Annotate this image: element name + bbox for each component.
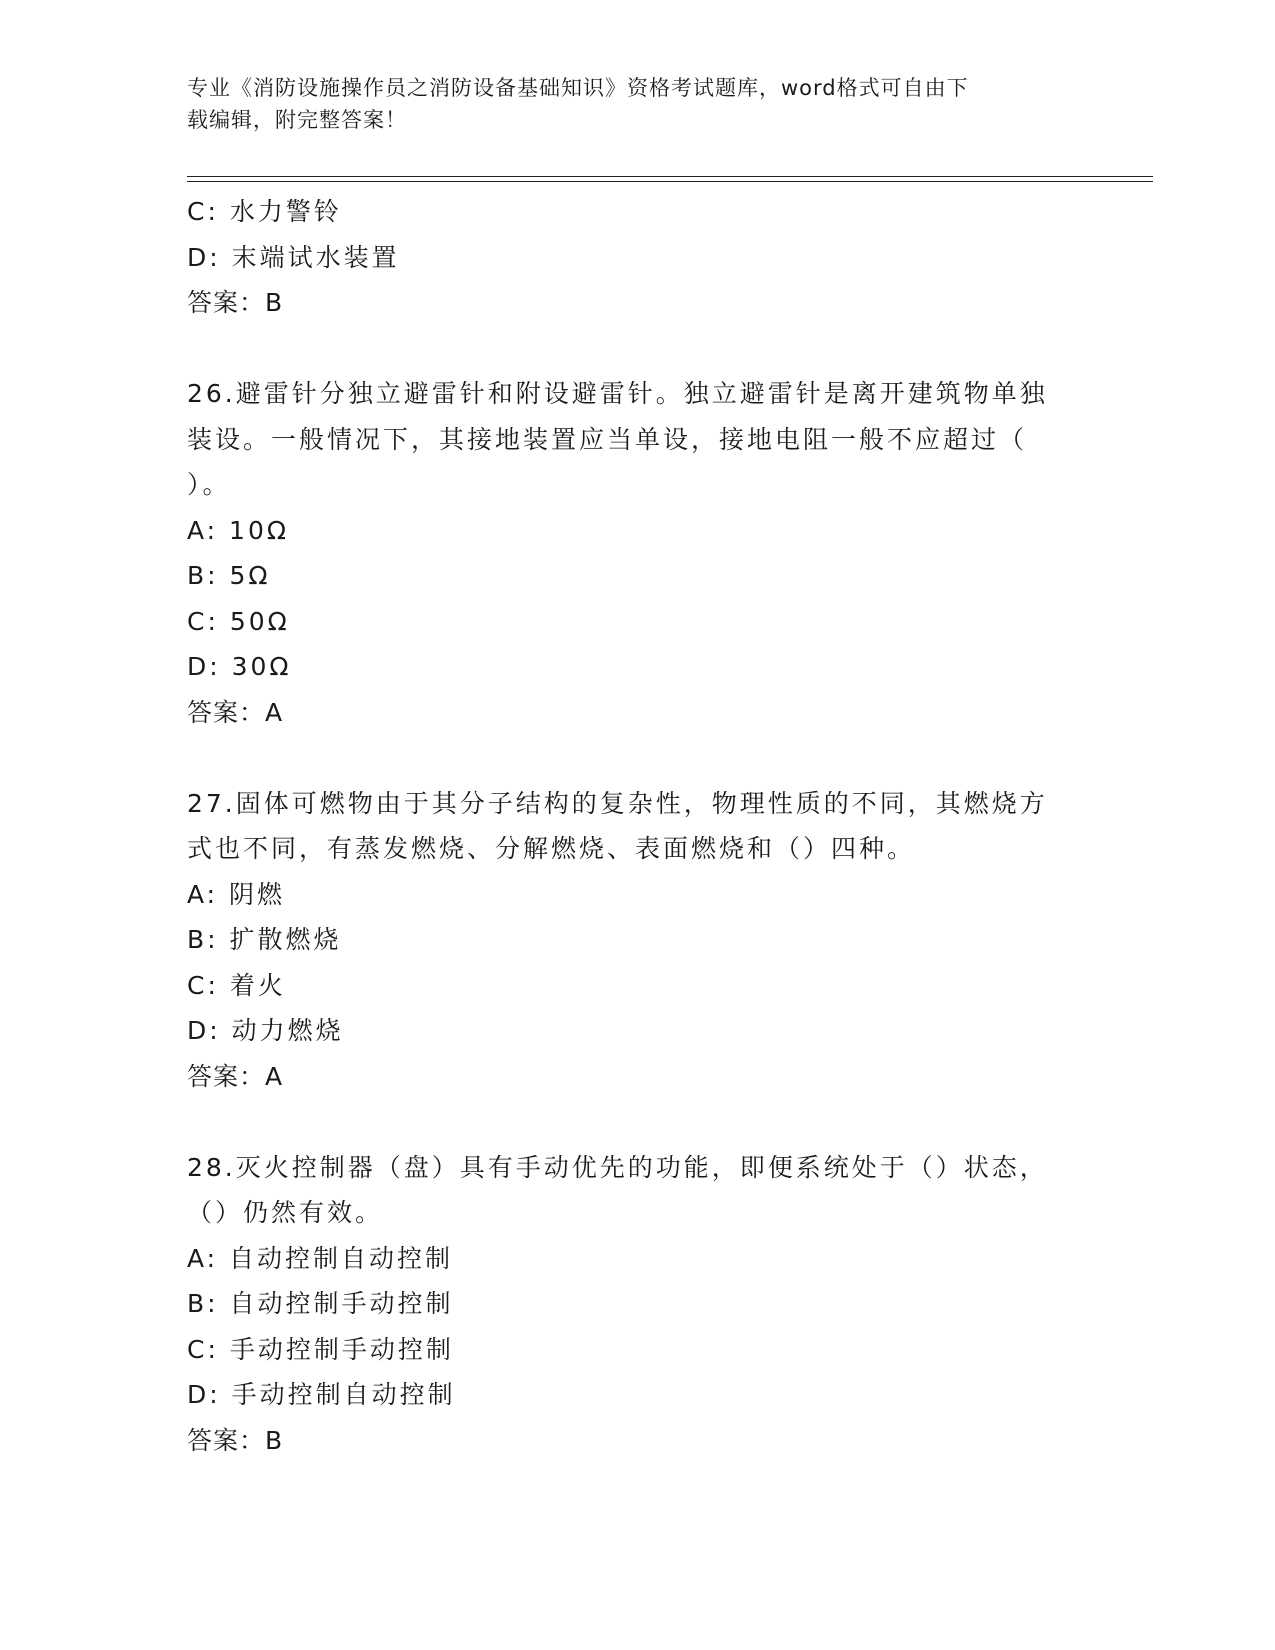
- option-a: A: 10Ω: [187, 515, 289, 545]
- option-d: D: 手动控制自动控制: [187, 1380, 456, 1409]
- answer-line: 答案：B: [187, 1425, 284, 1455]
- carry-over-block: [187, 189, 1087, 326]
- spacer: [187, 1099, 1087, 1145]
- spacer: [187, 735, 1087, 781]
- question-27: [187, 781, 1087, 1100]
- question-content: [187, 189, 1087, 1463]
- question-text-line: 27.固体可燃物由于其分子结构的复杂性，物理性质的不同，其燃烧方: [187, 788, 1048, 818]
- document-header: [187, 72, 1087, 136]
- answer-line: 答案：A: [187, 697, 284, 727]
- option-c: C: 水力警铃: [187, 197, 342, 226]
- question-text-line: 装设。一般情况下，其接地装置应当单设，接地电阻一般不应超过（: [187, 424, 1028, 454]
- option-b: B: 5Ω: [187, 561, 271, 590]
- option-c: C: 手动控制手动控制: [187, 1334, 454, 1364]
- question-text-line: 26.避雷针分独立避雷针和附设避雷针。独立避雷针是离开建筑物单独: [187, 379, 1048, 408]
- option-a: A: 阴燃: [187, 879, 286, 909]
- answer-line: 答案：A: [187, 1061, 284, 1091]
- header-line-2: 载编辑，附完整答案！: [187, 108, 407, 132]
- option-c: C: 着火: [187, 970, 286, 1000]
- spacer: [187, 326, 1087, 372]
- answer-line: 答案：B: [187, 288, 284, 317]
- option-d: D: 末端试水装置: [187, 242, 400, 272]
- header-line-1: 专业《消防设施操作员之消防设备基础知识》资格考试题库，word格式可自由下: [187, 76, 969, 100]
- question-text-line: ）。: [187, 470, 231, 499]
- question-26: [187, 371, 1087, 735]
- question-text-line: 式也不同，有蒸发燃烧、分解燃烧、表面燃烧和（）四种。: [187, 834, 916, 863]
- option-b: B: 扩散燃烧: [187, 925, 342, 954]
- question-text-line: 28.灭火控制器（盘）具有手动优先的功能，即便系统处于（）状态，: [187, 1152, 1048, 1182]
- option-a: A: 自动控制自动控制: [187, 1243, 454, 1273]
- question-text-line: （）仍然有效。: [187, 1198, 384, 1227]
- header-rule-top: [187, 176, 1153, 177]
- question-28: [187, 1145, 1087, 1464]
- option-d: D: 动力燃烧: [187, 1016, 344, 1045]
- option-b: B: 自动控制手动控制: [187, 1289, 454, 1318]
- option-d: D: 30Ω: [187, 652, 292, 681]
- header-rule-bottom: [187, 181, 1153, 182]
- option-c: C: 50Ω: [187, 606, 290, 636]
